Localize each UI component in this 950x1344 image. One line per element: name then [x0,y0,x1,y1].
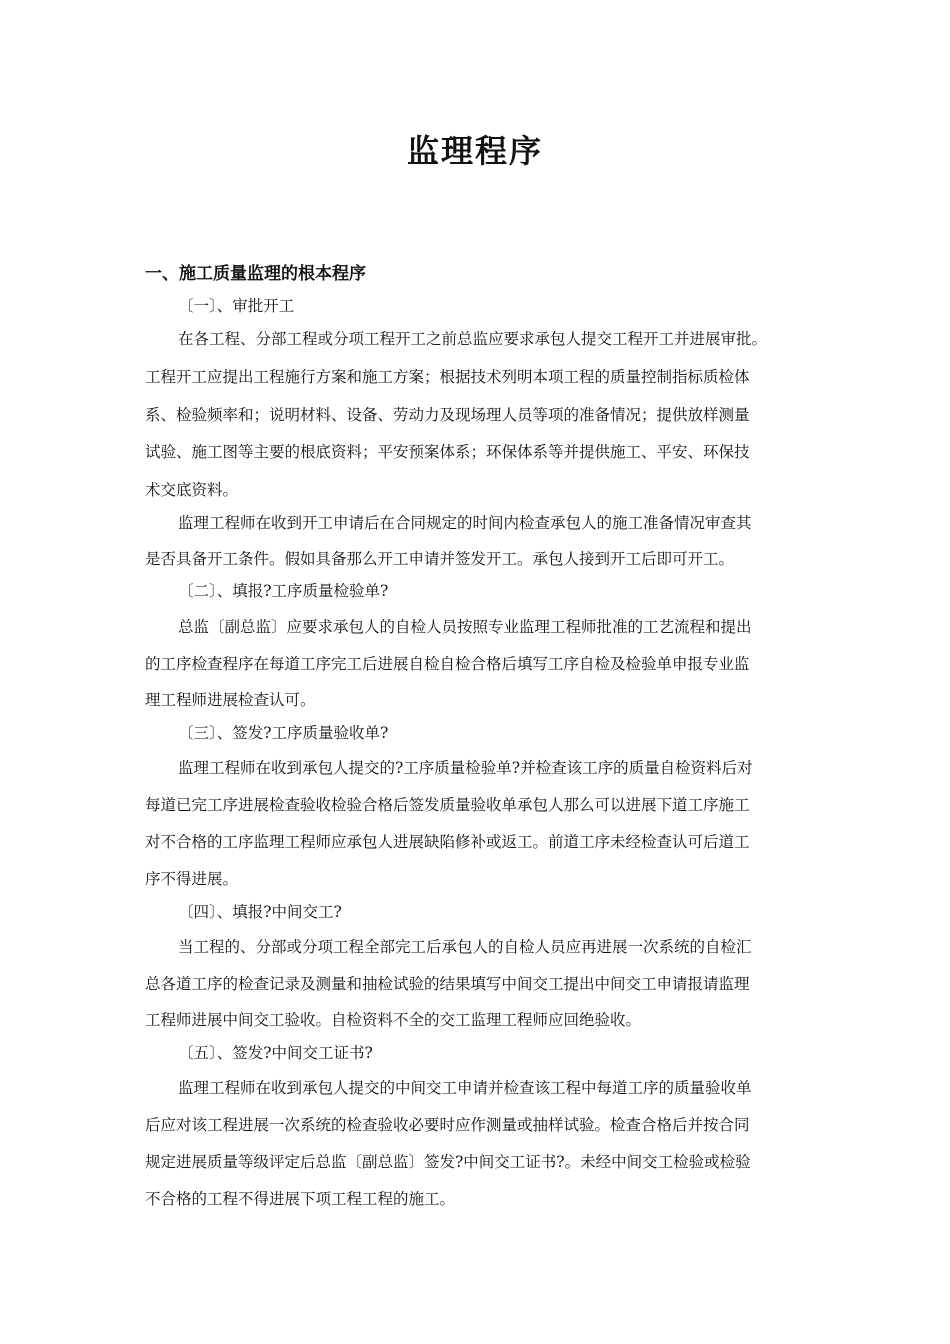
subheading-3: 〔三〕、签发?工序质量验收单? [178,724,389,742]
paragraph-line: 系、检验频率和；说明材料、设备、劳动力及现场理人员等项的准备情况；提供放样测量 [145,406,750,424]
paragraph-line: 是否具备开工条件。假如具备那么开工申请并签发开工。承包人接到开工后即可开工。 [145,550,735,568]
subheading-4: 〔四〕、填报?中间交工? [178,903,342,921]
paragraph-line: 试验、施工图等主要的根底资料；平安预案体系；环保体系等并提供施工、平安、环保技 [145,443,750,461]
paragraph-line: 当工程的、分部或分项工程全部完工后承包人的自检人员应再进展一次系统的自检汇 [178,938,752,956]
paragraph-line: 不合格的工程不得进展下项工程工程的施工。 [145,1190,456,1208]
paragraph-line: 监理工程师在收到开工申请后在合同规定的时间内检查承包人的施工准备情况审查其 [178,514,752,532]
paragraph-line: 的工序检查程序在每道工序完工后进展自检自检合格后填写工序自检及检验单申报专业监 [145,655,750,673]
paragraph-line: 术交底资料。 [145,481,239,499]
paragraph-line: 规定进展质量等级评定后总监〔副总监〕签发?中间交工证书?。未经中间交工检验或检验 [145,1153,751,1171]
subheading-1: 〔一〕、审批开工 [178,297,295,315]
paragraph-line: 在各工程、分部工程或分项工程开工之前总监应要求承包人提交工程开工并进展审批。 [178,330,768,348]
paragraph-line: 监理工程师在收到承包人提交的中间交工申请并检查该工程中每道工序的质量验收单 [178,1079,752,1097]
paragraph-line: 序不得进展。 [145,870,239,888]
paragraph-line: 理工程师进展检查认可。 [145,691,316,709]
paragraph-line: 对不合格的工序监理工程师应承包人进展缺陷修补或返工。前道工序未经检查认可后道工 [145,833,750,851]
subheading-2: 〔二〕、填报?工序质量检验单? [178,582,389,600]
paragraph-line: 后应对该工程进展一次系统的检查验收必要时应作测量或抽样试验。检查合格后并按合同 [145,1116,750,1134]
paragraph-line: 总各道工序的检查记录及测量和抽检试验的结果填写中间交工提出中间交工申请报请监理 [145,975,750,993]
paragraph-line: 工程师进展中间交工验收。自检资料不全的交工监理工程师应回绝验收。 [145,1011,642,1029]
paragraph-line: 监理工程师在收到承包人提交的?工序质量检验单?并检查该工序的质量自检资料后对 [178,759,753,777]
subheading-5: 〔五〕、签发?中间交工证书? [178,1044,373,1062]
document-title: 监理程序 [406,132,543,170]
section-heading: 一、施工质量监理的根本程序 [145,264,366,284]
paragraph-line: 每道已完工序进展检查验收检验合格后签发质量验收单承包人那么可以进展下道工序施工 [145,796,750,814]
paragraph-line: 总监〔副总监〕应要求承包人的自检人员按照专业监理工程师批准的工艺流程和提出 [178,618,752,636]
paragraph-line: 工程开工应提出工程施行方案和施工方案；根据技术列明本项工程的质量控制指标质检体 [145,368,750,386]
